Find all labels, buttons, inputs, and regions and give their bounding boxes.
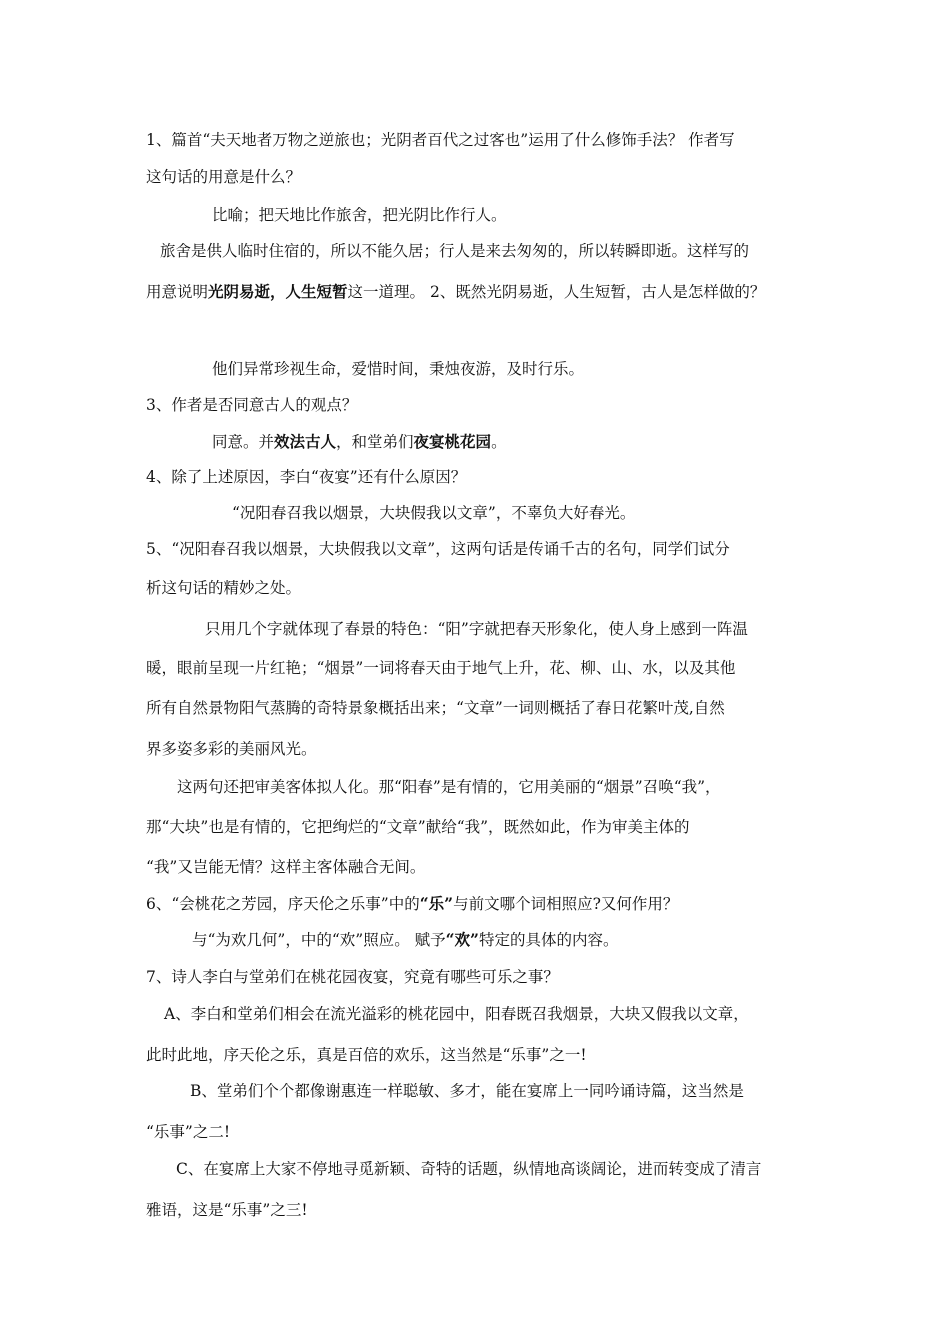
answer-3-emphasis-2: 夜宴桃花园 [413,432,492,451]
question-6-post: 与前文哪个词相照应?又何作用？ [453,895,679,913]
question-4: 4、除了上述原因，李白“夜宴”还有什么原因？ [146,468,467,486]
answer-7-b-line-1: B、堂弟们个个都像谢惠连一样聪敏、多才，能在宴席上一同吟诵诗篇，这当然是 [190,1082,744,1100]
answer-7-a-line-1: A、李白和堂弟们相会在流光溢彩的桃花园中，阳春既召我烟景，大块又假我以文章， [164,1005,749,1023]
answer-1-line-3 [146,281,765,303]
answer-7-c-line-2: 雅语，这是“乐事”之三! [146,1201,308,1219]
answer-5-p1-line-4: 界多姿多彩的美丽风光。 [146,740,317,758]
question-7: 7、诗人李白与堂弟们在桃花园夜宴，究竟有哪些可乐之事？ [146,968,559,986]
answer-5-p1-line-3: 所有自然景物阳气蒸腾的奇特景象概括出来；“文章”一词则概括了春日花繁叶茂,自然 [146,699,725,717]
question-1-line-2: 这句话的用意是什么？ [146,168,302,186]
question-6-emphasis: “乐” [419,894,454,913]
answer-5-p1-line-2: 暖，眼前呈现一片红艳；“烟景”一词将春天由于地气上升，花、柳、山、水，以及其他 [146,659,736,677]
answer-3-post: 。 [491,433,507,451]
answer-5-p2-line-1: 这两句还把审美客体拟人化。那“阳春”是有情的，它用美丽的“烟景”召唤“我”， [177,778,721,796]
answer-3 [212,431,507,453]
answer-3-emphasis-1: 效法古人 [274,432,337,451]
question-5-line-1: 5、“况阳春召我以烟景，大块假我以文章”，这两句话是传诵千古的名句，同学们试分 [146,540,730,558]
answer-1-emphasis: 光阴易逝，人生短暂 [208,282,348,301]
answer-3-pre: 同意。并 [212,433,275,451]
answer-7-b-line-2: “乐事”之二! [146,1123,231,1141]
answer-5-p2-line-2: 那“大块”也是有情的，它把绚烂的“文章”献给“我”，既然如此，作为审美主体的 [146,818,690,836]
answer-1-line-3-pre: 用意说明 [146,283,209,301]
answer-7-c-line-1: C、在宴席上大家不停地寻觅新颖、奇特的话题，纵情地高谈阔论，进而转变成了清言 [176,1160,762,1178]
answer-6 [192,929,618,951]
question-5-line-2: 析这句话的精妙之处。 [146,579,302,597]
answer-1-line-1: 比喻；把天地比作旅舍，把光阴比作行人。 [212,206,507,224]
answer-7-a-line-2: 此时此地，序天伦之乐，真是百倍的欢乐，这当然是“乐事”之一! [146,1046,587,1064]
answer-6-pre: 与“为欢几何”，中的“欢”照应。 赋予 [192,931,446,949]
question-6 [146,893,678,915]
answer-1-line-2: 旅舍是供人临时住宿的，所以不能久居；行人是来去匆匆的，所以转瞬即逝。这样写的 [160,242,750,260]
question-6-pre: 6、“会桃花之芳园，序天伦之乐事”中的 [146,895,420,913]
question-1-line-1: 1、篇首“夫天地者万物之逆旅也；光阴者百代之过客也”运用了什么修饰手法？ 作者写 [146,131,735,149]
answer-6-post: 特定的具体的内容。 [478,931,619,949]
answer-4: “况阳春召我以烟景，大块假我以文章”，不辜负大好春光。 [232,504,636,522]
answer-5-p2-line-3: “我”又岂能无情？这样主客体融合无间。 [146,858,426,876]
answer-3-mid: ，和堂弟们 [336,433,414,451]
question-3: 3、作者是否同意古人的观点？ [146,396,358,414]
answer-1-line-3-post: 这一道理。 2、既然光阴易逝，人生短暂，古人是怎样做的？ [347,283,766,301]
answer-2: 他们异常珍视生命，爱惜时间，秉烛夜游，及时行乐。 [212,360,585,378]
answer-5-p1-line-1: 只用几个字就体现了春景的特色：“阳”字就把春天形象化，使人身上感到一阵温 [205,620,748,638]
answer-6-emphasis: “欢” [445,930,479,949]
